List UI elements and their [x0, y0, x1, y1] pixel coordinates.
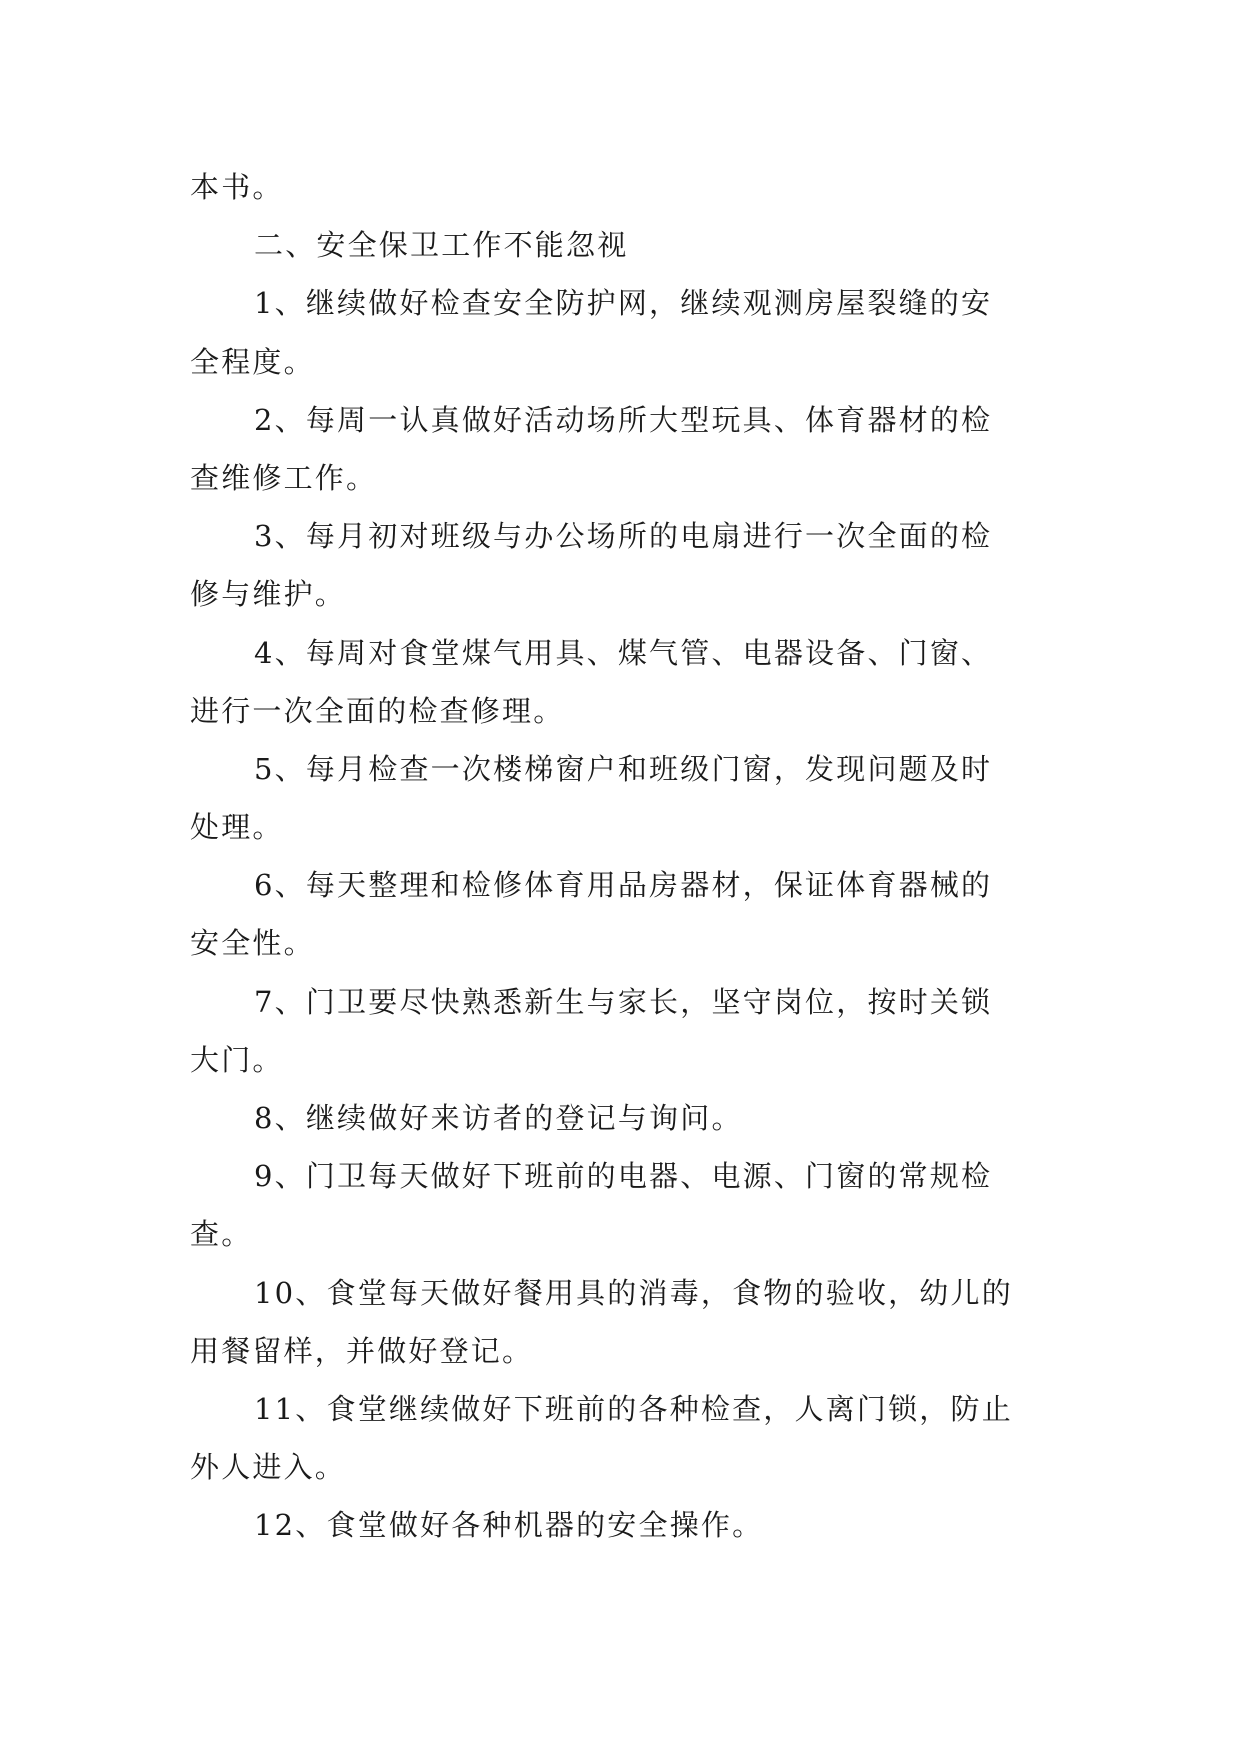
list-item-2-cont: 查维修工作。 — [190, 460, 378, 495]
list-item-6: 6、每天整理和检修体育用品房器材，保证体育器械的 — [254, 868, 993, 903]
list-item-5-cont: 处理。 — [190, 810, 284, 845]
list-item-4-cont: 进行一次全面的检查修理。 — [190, 693, 565, 728]
list-item-3-cont: 修与维护。 — [190, 577, 347, 612]
list-item-7: 7、门卫要尽快熟悉新生与家长，坚守岗位，按时关锁 — [254, 984, 993, 1019]
list-item-10: 10、食堂每天做好餐用具的消毒，食物的验收，幼儿的 — [254, 1275, 1013, 1310]
list-item-11: 11、食堂继续做好下班前的各种检查，人离门锁，防止 — [254, 1391, 1013, 1426]
list-item-1-cont: 全程度。 — [190, 344, 315, 379]
list-item-7-cont: 大门。 — [190, 1042, 284, 1077]
list-item-4: 4、每周对食堂煤气用具、煤气管、电器设备、门窗、 — [254, 635, 993, 670]
document-body — [190, 158, 1056, 1555]
list-item-5: 5、每月检查一次楼梯窗户和班级门窗，发现问题及时 — [254, 751, 993, 786]
text-line-1: 本书。 — [190, 170, 284, 204]
list-item-2: 2、每周一认真做好活动场所大型玩具、体育器材的检 — [254, 402, 993, 437]
list-item-11-cont: 外人进入。 — [190, 1450, 347, 1485]
list-item-6-cont: 安全性。 — [190, 926, 315, 961]
list-item-9-cont: 查。 — [190, 1217, 253, 1252]
list-item-1: 1、继续做好检查安全防护网，继续观测房屋裂缝的安 — [254, 286, 993, 321]
section-heading-security: 二、安全保卫工作不能忽视 — [254, 228, 629, 263]
list-item-8: 8、继续做好来访者的登记与询问。 — [254, 1101, 743, 1135]
list-item-12: 12、食堂做好各种机器的安全操作。 — [254, 1508, 764, 1543]
list-item-10-cont: 用餐留样，并做好登记。 — [190, 1333, 534, 1368]
list-item-9: 9、门卫每天做好下班前的电器、电源、门窗的常规检 — [254, 1159, 993, 1194]
list-item-3: 3、每月初对班级与办公场所的电扇进行一次全面的检 — [254, 519, 993, 554]
